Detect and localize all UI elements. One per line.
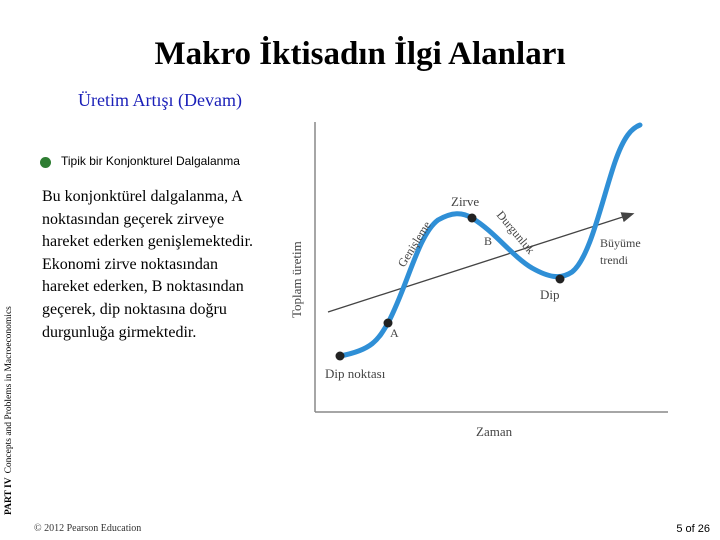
slide-subtitle: Üretim Artışı (Devam) <box>78 90 242 110</box>
page-number: 5 of 26 <box>676 523 710 535</box>
growth-trend-label-2: trendi <box>600 253 628 267</box>
dip-label: Dip <box>540 287 560 302</box>
peak-label: Zirve <box>451 194 480 209</box>
peak-point <box>468 214 477 223</box>
dip-noktasi-label: Dip noktası <box>325 366 386 381</box>
side-part-label: PART IV <box>4 477 14 515</box>
point-a-label: A <box>390 326 399 340</box>
growth-trend-line <box>328 214 632 312</box>
recession-label: Durgunluk <box>493 207 538 257</box>
copyright-footer: © 2012 Pearson Education <box>34 523 142 534</box>
x-axis-label: Zaman <box>476 424 513 439</box>
trough-point-start <box>336 352 345 361</box>
growth-trend-label-1: Büyüme <box>600 236 641 250</box>
trough-point-dip <box>556 275 565 284</box>
y-axis-label: Toplam üretim <box>289 241 304 318</box>
slide-title: Makro İktisadın İlgi Alanları <box>154 36 566 72</box>
point-b-label: B <box>484 234 493 248</box>
side-book-title: Concepts and Problems in Macroeconomics <box>4 306 14 474</box>
bullet-text: Tipik bir Konjonkturel Dalgalanma <box>61 154 240 168</box>
expansion-label: Genişleme <box>394 218 434 270</box>
body-paragraph: Bu konjonktürel dalgalanma, A noktasından geçerek zirveye hareket ederken genişlemektedir. Ekonomi zirve noktasından hareket ederken, B noktasından geçerek, dip noktasına doğru durgunluğa girmektedir. <box>42 188 254 341</box>
